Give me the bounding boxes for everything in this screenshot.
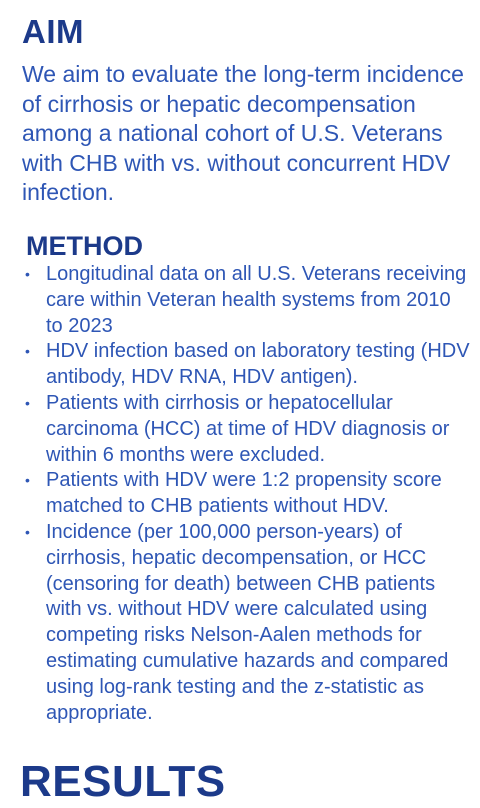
bullet-icon: • xyxy=(25,523,30,540)
method-item-text: HDV infection based on laboratory testing (HDV antibody, HDV RNA, HDV antigen). xyxy=(46,340,470,389)
method-item-text: Patients with cirrhosis or hepatocellular carcinoma (HCC) at time of HDV diagnosis or within 6 months were excluded. xyxy=(46,391,450,466)
aim-heading: AIM xyxy=(22,13,84,50)
method-item-text: Incidence (per 100,000 person-years) of cirrhosis, hepatic decompensation, or HCC (censoring for death) between CHB patients with vs. without HDV were calculated using competing risks Nelson-Aalen methods for estimating cumulative hazards and compared using log-rank testing and the z-statistic as appropriate. xyxy=(46,520,449,724)
method-list-item xyxy=(20,339,470,391)
method-list-item xyxy=(20,262,470,339)
method-list-item xyxy=(20,468,470,520)
method-heading: METHOD xyxy=(26,231,143,261)
method-list xyxy=(20,262,470,726)
aim-text: We aim to evaluate the long-term incidence of cirrhosis or hepatic decompensation among a national cohort of U.S. Veterans with CHB with vs. without concurrent HDV infection. xyxy=(22,61,464,205)
method-item-text: Patients with HDV were 1:2 propensity score matched to CHB patients without HDV. xyxy=(46,469,442,518)
method-list-item xyxy=(20,391,470,468)
bullet-icon: • xyxy=(25,472,30,489)
method-list-item xyxy=(20,520,470,726)
bullet-icon: • xyxy=(25,394,30,411)
results-heading: RESULTS xyxy=(20,757,226,806)
bullet-icon: • xyxy=(25,343,30,360)
bullet-icon: • xyxy=(25,266,30,282)
method-item-text: Longitudinal data on all U.S. Veterans receiving care within Veteran health systems from 2010 to 2023 xyxy=(46,263,467,337)
